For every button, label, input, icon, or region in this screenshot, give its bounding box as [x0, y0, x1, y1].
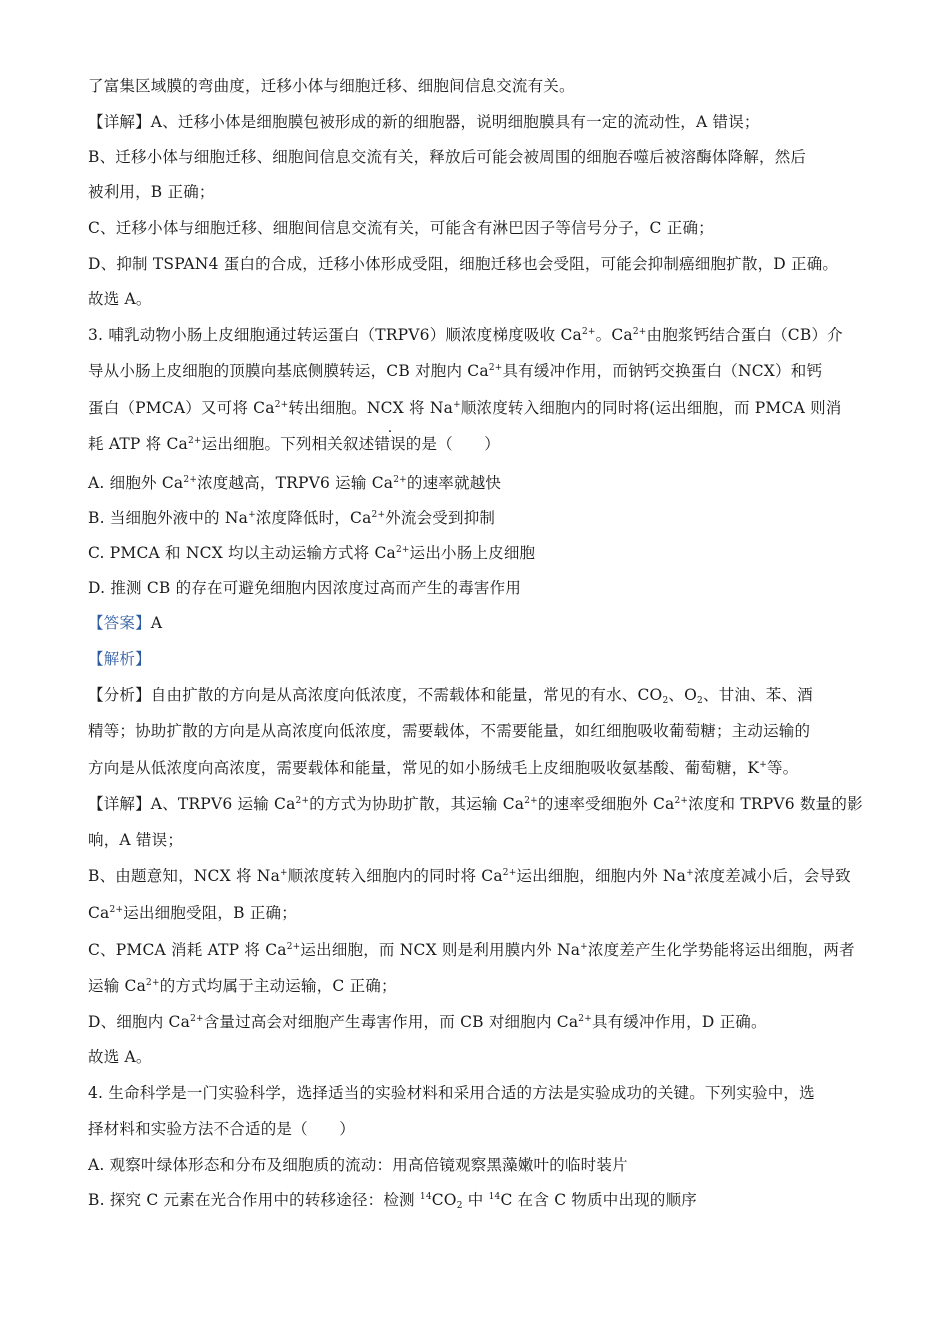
text-line: 【详解】A、迁移小体是细胞膜包被形成的新的细胞器，说明细胞膜具有一定的流动性，A 错误； — [88, 113, 760, 131]
text-line: 方向是从低浓度向高浓度，需要载体和能量，常见的如小肠绒毛上皮细胞吸收氨基酸、葡萄糖，K+等。 — [88, 759, 799, 777]
text-line: 被利用，B 正确； — [88, 183, 215, 201]
text-line: 响，A 错误； — [88, 831, 184, 849]
question-4-stem: 4. 生命科学是一门实验科学，选择适当的实验材料和采用合适的方法是实验成功的关键。下列实验中，选 — [88, 1084, 815, 1102]
text-line: 蛋白（PMCA）又可将 $Ca^{2+}$转出细胞。NCX 将 Na+顺浓度转入细胞内的同时将(运出细胞，而 PMCA 则消 — [88, 399, 842, 417]
analysis-heading: 【解析】 — [88, 650, 151, 668]
text-line: $Ca^{2+}$运出细胞受阻，B 正确； — [88, 904, 297, 922]
text-line: 精等；协助扩散的方向是从高浓度向低浓度，需要载体，不需要能量，如红细胞吸收葡萄糖；主动运输的 — [88, 722, 811, 740]
text-line: 【分析】自由扩散的方向是从高浓度向低浓度，不需载体和能量，常见的有水、$CO_2$、$O_2$、甘油、苯、酒 — [88, 686, 813, 706]
text-line: 运输 $Ca^{2+}$的方式均属于主动运输，C 正确； — [88, 977, 397, 995]
text-line: C、迁移小体与细胞迁移、细胞间信息交流有关，可能含有淋巴因子等信号分子，C 正确； — [88, 219, 714, 237]
option-b: B. 当细胞外液中的 Na+浓度降低时，$Ca^{2+}$外流会受到抑制 — [88, 509, 496, 527]
text-line: 择材料和实验方法不合适的是（ ） — [88, 1120, 355, 1138]
answer-line: 【答案】A — [88, 614, 163, 632]
text-line: 故选 A。 — [88, 1048, 152, 1066]
text-line: D、抑制 TSPAN4 蛋白的合成，迁移小体形成受阻，细胞迁移也会受阻，可能会抑制癌细胞扩散，D 正确。 — [88, 255, 839, 273]
question-3-stem: 3. 哺乳动物小肠上皮细胞通过转运蛋白（TRPV6）顺浓度梯度吸收 $Ca^{2+}$。$Ca^{2+}$由胞浆钙结合蛋白（CB）介 — [88, 326, 843, 344]
option-a: A. 细胞外 $Ca^{2+}$浓度越高，TRPV6 运输 $Ca^{2+}$的速率就越快 — [88, 474, 502, 492]
emphasis-text: 错误 — [374, 435, 406, 453]
text-line: 导从小肠上皮细胞的顶膜向基底侧膜转运，CB 对胞内 $Ca^{2+}$具有缓冲作用，而钠钙交换蛋白（NCX）和钙 — [88, 362, 823, 380]
text-line: D、细胞内 $Ca^{2+}$含量过高会对细胞产生毒害作用，而 CB 对细胞内 $Ca^{2+}$具有缓冲作用，D 正确。 — [88, 1013, 767, 1031]
text-line: 了富集区域膜的弯曲度，迁移小体与细胞迁移、细胞间信息交流有关。 — [88, 77, 575, 95]
text-line: 耗 ATP 将 $Ca^{2+}$运出细胞。下列相关叙述错误的是（ ） — [88, 435, 500, 453]
text-line: B、迁移小体与细胞迁移、细胞间信息交流有关，释放后可能会被周围的细胞吞噬后被溶酶体降解，然后 — [88, 148, 807, 166]
text-line: 【详解】A、TRPV6 运输 $Ca^{2+}$的方式为协助扩散，其运输 $Ca^{2+}$的速率受细胞外 $Ca^{2+}$浓度和 TRPV6 数量的影 — [88, 795, 863, 813]
option-c: C. PMCA 和 NCX 均以主动运输方式将 $Ca^{2+}$运出小肠上皮细胞 — [88, 544, 536, 562]
option-b: B. 探究 C 元素在光合作用中的转移途径：检测 $^{14}CO_2$ 中 $^{14}$C 在含 C 物质中出现的顺序 — [88, 1191, 697, 1211]
text-line: 故选 A。 — [88, 290, 152, 308]
option-a: A. 观察叶绿体形态和分布及细胞质的流动：用高倍镜观察黑藻嫩叶的临时装片 — [88, 1156, 628, 1174]
option-d: D. 推测 CB 的存在可避免细胞内因浓度过高而产生的毒害作用 — [88, 579, 522, 597]
text-line: B、由题意知，NCX 将 Na+顺浓度转入细胞内的同时将 $Ca^{2+}$运出细胞，细胞内外 Na+浓度差减小后，会导致 — [88, 867, 851, 885]
text-line: C、PMCA 消耗 ATP 将 $Ca^{2+}$运出细胞，而 NCX 则是利用膜内外 Na+浓度差产生化学势能将运出细胞，两者 — [88, 941, 855, 959]
